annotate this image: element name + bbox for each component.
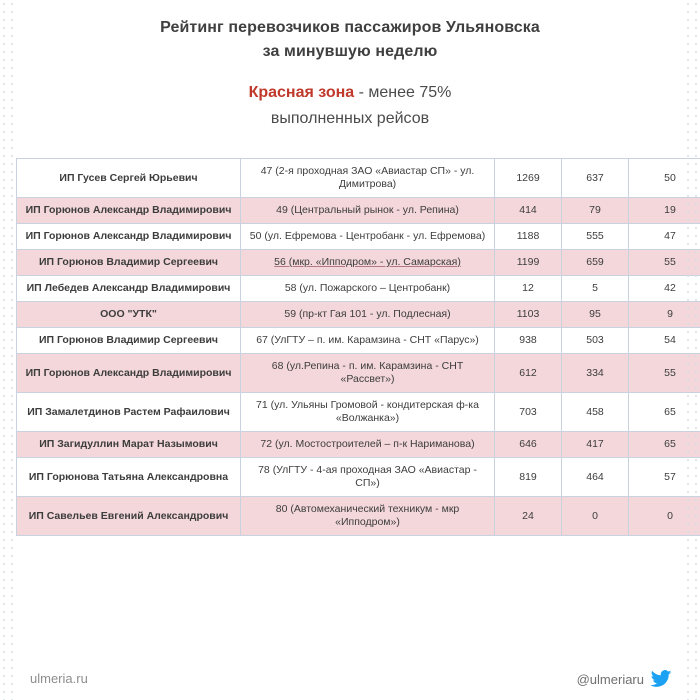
title-line-2: за минувшую неделю bbox=[262, 43, 438, 60]
table-row bbox=[17, 354, 700, 393]
carrier-name: ИП Гусев Сергей Юрьевич bbox=[17, 159, 241, 198]
table-row bbox=[17, 250, 700, 276]
done-trips: 5 bbox=[562, 276, 629, 302]
done-trips: 464 bbox=[562, 458, 629, 497]
carrier-name: ИП Горюнов Владимир Сергеевич bbox=[17, 328, 241, 354]
route-description: 58 (ул. Пожарского – Центробанк) bbox=[241, 276, 495, 302]
rating-table bbox=[16, 158, 700, 536]
percent-done: 47 bbox=[629, 224, 700, 250]
page-title bbox=[8, 0, 692, 64]
carrier-name: ИП Савельев Евгений Александрович bbox=[17, 497, 241, 536]
route-description: 71 (ул. Ульяны Громовой - кондитерская ф-ка «Волжанка») bbox=[241, 393, 495, 432]
percent-done: 57 bbox=[629, 458, 700, 497]
percent-done: 65 bbox=[629, 432, 700, 458]
table-row bbox=[17, 302, 700, 328]
route-description: 78 (УлГТУ - 4-ая проходная ЗАО «Авиастар - СП») bbox=[241, 458, 495, 497]
table-row bbox=[17, 159, 700, 198]
route-description: 67 (УлГТУ – п. им. Карамзина - СНТ «Парус») bbox=[241, 328, 495, 354]
done-trips: 458 bbox=[562, 393, 629, 432]
percent-done: 0 bbox=[629, 497, 700, 536]
done-trips: 417 bbox=[562, 432, 629, 458]
subtitle bbox=[8, 80, 692, 132]
percent-done: 42 bbox=[629, 276, 700, 302]
carrier-name: ИП Горюнов Александр Владимирович bbox=[17, 224, 241, 250]
twitter-handle: @ulmeriaru bbox=[576, 671, 644, 687]
planned-trips: 1199 bbox=[495, 250, 562, 276]
percent-done: 55 bbox=[629, 354, 700, 393]
rating-table-body bbox=[17, 159, 700, 536]
planned-trips: 819 bbox=[495, 458, 562, 497]
route-description: 68 (ул.Репина - п. им. Карамзина - СНТ «Рассвет») bbox=[241, 354, 495, 393]
planned-trips: 24 bbox=[495, 497, 562, 536]
done-trips: 659 bbox=[562, 250, 629, 276]
table-row bbox=[17, 224, 700, 250]
done-trips: 503 bbox=[562, 328, 629, 354]
done-trips: 79 bbox=[562, 198, 629, 224]
red-zone-label: Красная зона bbox=[248, 84, 355, 101]
social-handle-group bbox=[577, 670, 672, 688]
carrier-name: ИП Горюнов Александр Владимирович bbox=[17, 354, 241, 393]
title-line-1: Рейтинг перевозчиков пассажиров Ульяновска bbox=[160, 19, 540, 36]
table-row bbox=[17, 393, 700, 432]
route-description: 47 (2-я проходная ЗАО «Авиастар СП» - ул. Димитрова) bbox=[241, 159, 495, 198]
carrier-name: ИП Загидуллин Марат Назымович bbox=[17, 432, 241, 458]
route-description: 56 (мкр. «Ипподром» - ул. Самарская) bbox=[241, 250, 495, 276]
planned-trips: 612 bbox=[495, 354, 562, 393]
percent-done: 65 bbox=[629, 393, 700, 432]
table-row bbox=[17, 328, 700, 354]
planned-trips: 12 bbox=[495, 276, 562, 302]
subtitle-line-1 bbox=[8, 80, 692, 106]
done-trips: 0 bbox=[562, 497, 629, 536]
percent-done: 54 bbox=[629, 328, 700, 354]
route-description: 72 (ул. Мостостроителей – п-к Нариманова) bbox=[241, 432, 495, 458]
carrier-name: ИП Горюнова Татьяна Александровна bbox=[17, 458, 241, 497]
planned-trips: 1269 bbox=[495, 159, 562, 198]
done-trips: 95 bbox=[562, 302, 629, 328]
table-row bbox=[17, 432, 700, 458]
route-description: 59 (пр-кт Гая 101 - ул. Подлесная) bbox=[241, 302, 495, 328]
percent-done: 50 bbox=[629, 159, 700, 198]
percent-done: 19 bbox=[629, 198, 700, 224]
route-description: 50 (ул. Ефремова - Центробанк - ул. Ефремова) bbox=[241, 224, 495, 250]
planned-trips: 414 bbox=[495, 198, 562, 224]
site-name: ulmeria.ru bbox=[30, 671, 88, 686]
planned-trips: 1188 bbox=[495, 224, 562, 250]
table-row bbox=[17, 497, 700, 536]
carrier-name: ИП Горюнов Александр Владимирович bbox=[17, 198, 241, 224]
planned-trips: 938 bbox=[495, 328, 562, 354]
carrier-name: ООО "УТК" bbox=[17, 302, 241, 328]
done-trips: 637 bbox=[562, 159, 629, 198]
done-trips: 555 bbox=[562, 224, 629, 250]
subtitle-line-2: выполненных рейсов bbox=[270, 110, 430, 127]
red-zone-threshold: - менее 75% bbox=[354, 84, 452, 101]
table-row bbox=[17, 198, 700, 224]
carrier-name: ИП Замалетдинов Растем Рафаилович bbox=[17, 393, 241, 432]
footer bbox=[0, 648, 700, 700]
route-description: 49 (Центральный рынок - ул. Репина) bbox=[241, 198, 495, 224]
done-trips: 334 bbox=[562, 354, 629, 393]
twitter-bird-icon[interactable] bbox=[650, 670, 672, 688]
route-description: 80 (Автомеханический техникум - мкр «Ипподром») bbox=[241, 497, 495, 536]
rating-table-wrap bbox=[8, 158, 692, 536]
planned-trips: 646 bbox=[495, 432, 562, 458]
planned-trips: 1103 bbox=[495, 302, 562, 328]
table-row bbox=[17, 276, 700, 302]
carrier-name: ИП Горюнов Владимир Сергеевич bbox=[17, 250, 241, 276]
planned-trips: 703 bbox=[495, 393, 562, 432]
table-row bbox=[17, 458, 700, 497]
percent-done: 9 bbox=[629, 302, 700, 328]
percent-done: 55 bbox=[629, 250, 700, 276]
carrier-name: ИП Лебедев Александр Владимирович bbox=[17, 276, 241, 302]
